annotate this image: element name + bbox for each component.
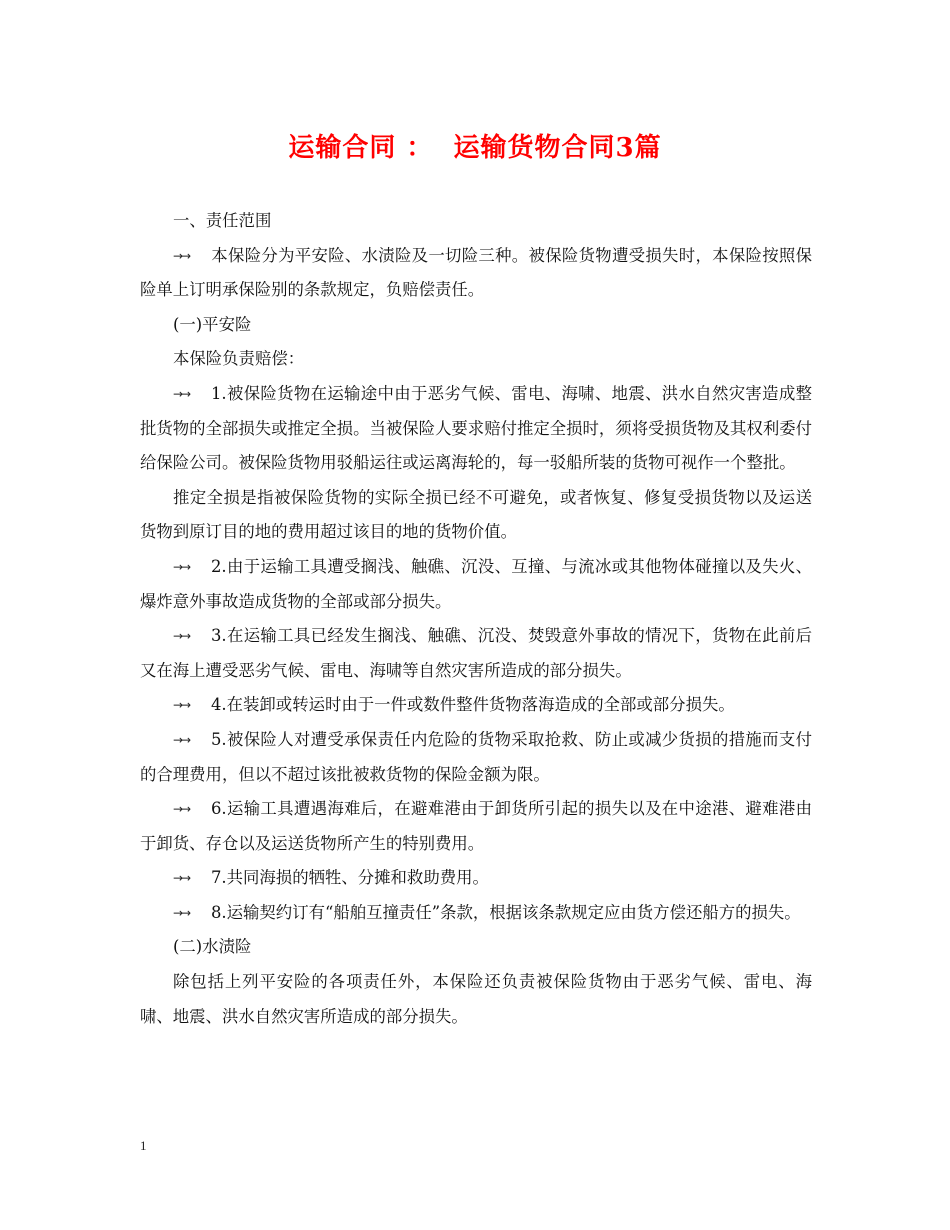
page-number: 1 — [140, 1138, 147, 1153]
paragraph — [140, 723, 812, 792]
paragraph-text: 2.由于运输工具遭受搁浅、触礁、沉没、互撞、与流冰或其他物体碰撞以及失火、爆炸意外事故造成货物的全部或部分损失。 — [140, 556, 812, 611]
paragraph — [140, 965, 812, 1034]
paragraph-text: 4.在装卸或转运时由于一件或数件整件货物落海造成的全部或部分损失。 — [211, 695, 735, 715]
paragraph — [140, 688, 812, 723]
paragraph-text: 本保险分为平安险、水渍险及一切险三种。被保险货物遭受损失时，本保险按照保险单上订明承保险别的条款规定，负赔偿责任。 — [140, 245, 812, 300]
paragraph — [140, 550, 812, 619]
arrow-marker-icon: →→ — [173, 698, 190, 713]
arrow-marker-icon: →→ — [173, 871, 190, 886]
paragraph-text: 7.共同海损的牺牲、分摊和救助费用。 — [211, 868, 489, 888]
paragraph — [140, 308, 812, 343]
paragraph-text: 3.在运输工具已经发生搁浅、触礁、沉没、焚毁意外事故的情况下，货物在此前后又在海上遭受恶劣气候、雷电、海啸等自然灾害所造成的部分损失。 — [140, 626, 812, 680]
arrow-marker-icon: →→ — [173, 386, 190, 401]
paragraph-text: (一)平安险 — [173, 314, 252, 334]
paragraph-text: 5.被保险人对遭受承保责任内危险的货物采取抢救、防止或减少货损的措施而支付的合理费用，但以不超过该批被救货物的保险金额为限。 — [140, 729, 812, 784]
paragraph — [140, 792, 812, 861]
paragraph — [140, 896, 812, 931]
paragraph-text: 6.运输工具遭遇海难后，在避难港由于卸货所引起的损失以及在中途港、避难港由于卸货、存仓以及运送货物所产生的特别费用。 — [140, 799, 812, 853]
arrow-marker-icon: →→ — [173, 248, 190, 263]
paragraph-text: 一、责任范围 — [173, 211, 272, 230]
paragraph — [140, 204, 812, 239]
paragraph-text: 8.运输契约订有“船舶互撞责任”条款，根据该条款规定应由货方偿还船方的损失。 — [211, 902, 801, 922]
paragraph — [140, 239, 812, 308]
paragraph — [140, 930, 812, 965]
arrow-marker-icon: →→ — [173, 629, 190, 644]
paragraph — [140, 861, 812, 896]
paragraph-text: 推定全损是指被保险货物的实际全损已经不可避免，或者恢复、修复受损货物以及运送货物到原订目的地的费用超过该目的地的货物价值。 — [140, 487, 812, 542]
arrow-marker-icon: →→ — [173, 559, 190, 574]
paragraph-text: (二)水渍险 — [173, 937, 252, 957]
paragraph — [140, 342, 812, 377]
paragraph-text: 除包括上列平安险的各项责任外，本保险还负责被保险货物由于恶劣气候、雷电、海啸、地震、洪水自然灾害所造成的部分损失。 — [140, 972, 812, 1026]
paragraph — [140, 619, 812, 688]
paragraph-text: 1.被保险货物在运输途中由于恶劣气候、雷电、海啸、地震、洪水自然灾害造成整批货物的全部损失或推定全损。当被保险人要求赔付推定全损时，须将受损货物及其权利委付给保险公司。被保险货物用驳船运往或运离海轮的，每一驳船所装的货物可视作一个整批。 — [140, 383, 813, 473]
arrow-marker-icon: →→ — [173, 732, 190, 747]
arrow-marker-icon: →→ — [173, 802, 190, 817]
arrow-marker-icon: →→ — [173, 905, 190, 920]
paragraph — [140, 481, 812, 550]
document-body — [140, 204, 812, 1034]
paragraph — [140, 377, 812, 481]
paragraph-text: 本保险负责赔偿： — [173, 349, 305, 369]
document-title: 运输合同 ： 运输货物合同3篇 — [288, 133, 662, 163]
